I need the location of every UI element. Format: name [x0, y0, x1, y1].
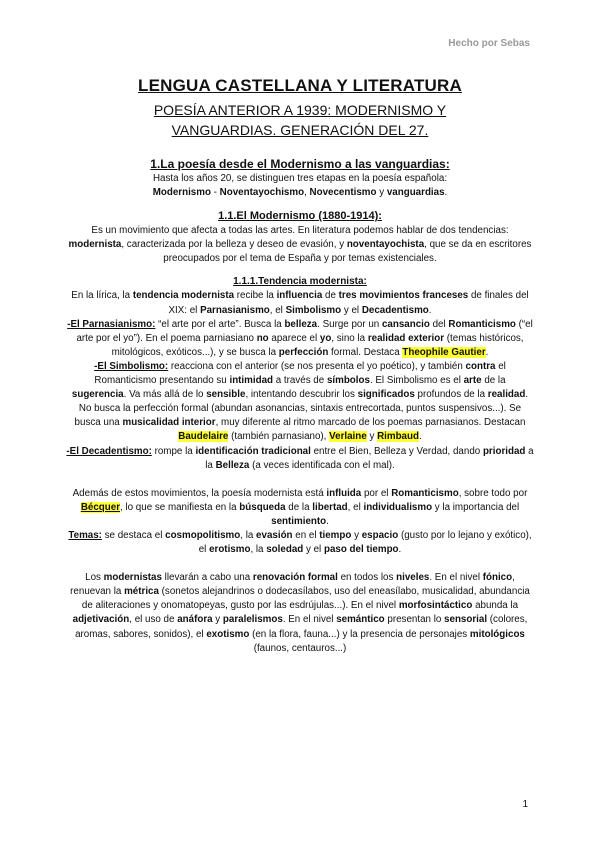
modernismo-paragraph: Es un movimiento que afecta a todas las artes. En literatura podemos hablar de dos tendencias: modernista, caracterizada por la belleza y deseo de evasión, y noventayochista, que se da en escritores preocupados por el tema de España y por temas existenciales. [68, 225, 532, 265]
renovacion-formal-paragraph: Los modernistas llevarán a cabo una renovación formal en todos los niveles. En el nivel fónico, renuevan la métrica (sonetos alejandrinos o dodecasílabos, uso del eneasílabo, musicalidad, abundancia de aliteraciones y onomatopeyas, gusto por las esdrújulas...). En el nivel morfosintáctico abunda la adjetivación, el uso de anáfora y paralelismos. En el nivel semántico presentan lo sensorial (colores, aromas, sabores, sonidos), el exotismo (en la flora, fauna...) y la presencia de personajes mitológicos (faunos, centauros...) [70, 572, 530, 654]
document-body [66, 157, 534, 656]
highlight-verlaine: Verlaine [329, 431, 367, 443]
decadentismo-paragraph: -El Decadentismo: rompe la identificación tradicional entre el Bien, Belleza y Verdad, dando prioridad a la Belleza (a veces identificada con el mal). [66, 445, 534, 471]
document-subtitle [62, 100, 538, 140]
section-1-heading: 1.La poesía desde el Modernismo a las vanguardias: [150, 157, 450, 171]
highlight-becquer: Bécquer [80, 501, 121, 513]
highlight-gautier: Theophile Gautier [402, 346, 486, 358]
section-1-intro: Hasta los años 20, se distinguen tres etapas en la poesía española: [152, 173, 448, 184]
parnasianismo-paragraph: -El Parnasianismo: “el arte por el arte”. Busca la belleza. Surge por un cansancio del Romanticismo (“el arte por el yo”). En el poema parniasiano no aparece el yo, sino la realidad exterior (temas históricos, mitológicos, exóticos...), y se busca la perfección formal. Destaca Theophile Gautier. [67, 318, 533, 358]
simbolismo-paragraph: -El Simbolismo: reacciona con el anterior (se nos presenta el yo poético), y también contra el Romanticismo presentando su intimidad a través de símbolos. El Simbolismo es el arte de la sugerencia. Va más allá de lo sensible, intentando descubrir los significados profundos de la realidad. No busca la perfección formal (abundan asonancias, sintaxis entrecortada, puntos suspensivos...). Se busca una musicalidad interior, muy diferente al ritmo marcado de los poemas parnasianos. Destacan Baudelaire (también parnasiano), Verlaine y Rimbaud. [71, 360, 529, 443]
highlight-rimbaud: Rimbaud [377, 431, 419, 443]
document-title: LENGUA CASTELLANA Y LITERATURA [138, 76, 462, 95]
page-number: 1 [522, 799, 528, 810]
header-note: Hecho por Sebas [448, 38, 530, 49]
section-1-1-heading: 1.1.El Modernismo (1880-1914): [218, 210, 382, 223]
influences-paragraph: En la lírica, la tendencia modernista recibe la influencia de tres movimientos franceses de finales del XIX: el Parnasianismo, el Simbolismo y el Decadentismo. [71, 290, 529, 316]
temas-paragraph: Temas: se destaca el cosmopolitismo, la evasión en el tiempo y espacio (gusto por lo lejano y exótico), el erotismo, la soledad y el paso del tiempo. [68, 529, 532, 556]
highlight-baudelaire: Baudelaire [178, 431, 229, 443]
romanticismo-paragraph: Además de estos movimientos, la poesía modernista está influida por el Romanticismo, sobre todo por Bécquer, lo que se manifiesta en la búsqueda de la libertad, el individualismo y la importancia del sentimiento. [72, 487, 528, 527]
subtitle-line-1: POESÍA ANTERIOR A 1939: MODERNISMO Y [153, 102, 447, 118]
section-1-1-1-heading: 1.1.1.Tendencia modernista: [233, 276, 367, 288]
subtitle-line-2: VANGUARDIAS. GENERACIÓN DEL 27. [171, 122, 429, 138]
section-1-stages: Modernismo - Noventayochismo, Novecentismo y vanguardias. [152, 187, 448, 199]
